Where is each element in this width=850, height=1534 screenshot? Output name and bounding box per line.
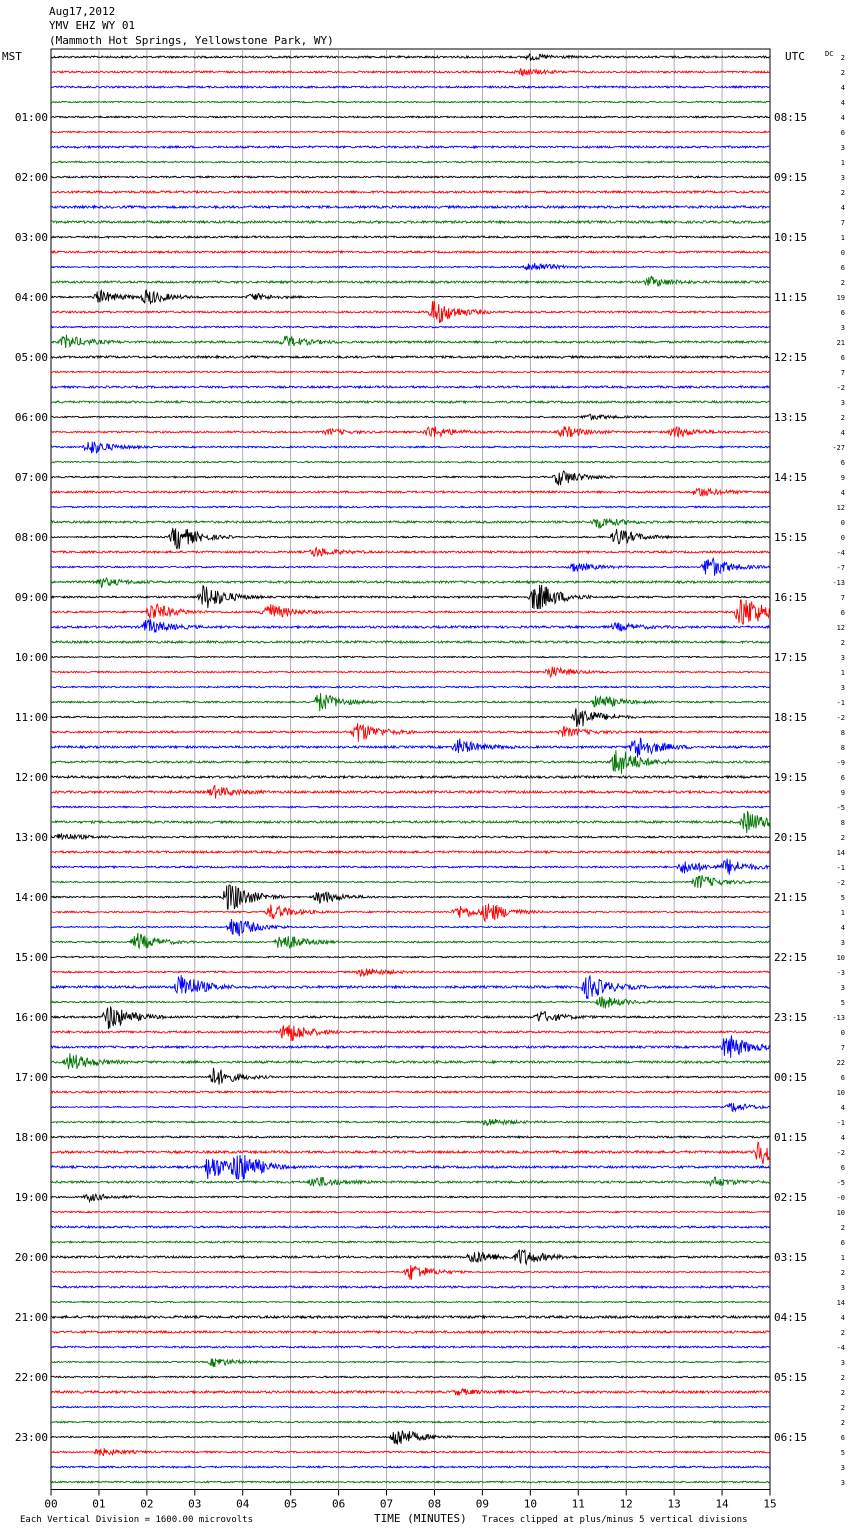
seismic-trace <box>51 667 770 677</box>
dc-offset-label: 5 <box>840 1449 845 1457</box>
seismic-trace <box>51 738 770 758</box>
seismic-trace <box>51 131 770 132</box>
seismic-trace <box>51 1025 770 1041</box>
seismic-trace <box>51 356 770 358</box>
mst-hour-label: 05:00 <box>14 351 48 364</box>
seismic-trace <box>51 1103 770 1111</box>
seismic-trace <box>51 548 770 557</box>
dc-offset-label: 6 <box>840 309 845 317</box>
x-tick-label: 07 <box>379 1497 394 1511</box>
seismic-trace <box>51 68 770 76</box>
mst-hour-label: 14:00 <box>14 891 48 904</box>
seismic-trace <box>51 1421 770 1423</box>
utc-hour-label: 13:15 <box>774 411 808 424</box>
dc-offset-label: -1 <box>836 699 845 707</box>
x-tick-label: 00 <box>44 1497 58 1511</box>
dc-offset-label: -4 <box>836 1344 845 1352</box>
seismic-trace <box>51 461 770 463</box>
seismic-trace <box>51 251 770 253</box>
seismic-trace <box>51 919 770 936</box>
x-tick-label: 04 <box>236 1497 250 1511</box>
dc-offset-label: 6 <box>840 1164 845 1172</box>
seismic-trace <box>51 996 770 1008</box>
dc-offset-label: 3 <box>840 684 845 692</box>
seismic-trace <box>51 1346 770 1348</box>
x-tick-label: 06 <box>331 1497 346 1511</box>
dc-offset-label: -2 <box>836 714 845 722</box>
x-tick-label: 11 <box>571 1497 585 1511</box>
dc-offset-label: -3 <box>836 969 845 977</box>
dc-offset-label: 6 <box>840 609 845 617</box>
seismic-trace <box>51 1006 770 1029</box>
seismic-trace <box>51 806 770 808</box>
dc-offset-label: 2 <box>840 414 845 422</box>
seismic-trace <box>51 969 770 977</box>
dc-offset-label: 1 <box>840 669 845 677</box>
dc-offset-label: 4 <box>840 99 845 107</box>
seismic-trace <box>51 1481 770 1483</box>
mst-hour-label: 19:00 <box>14 1191 48 1204</box>
x-tick-label: 12 <box>619 1497 633 1511</box>
seismic-trace <box>51 276 770 286</box>
dc-offset-label: 3 <box>840 984 845 992</box>
seismic-trace <box>51 656 770 657</box>
seismic-trace <box>51 1406 770 1407</box>
seismic-trace <box>51 426 770 437</box>
seismic-trace <box>51 1155 770 1179</box>
seismic-trace <box>51 776 770 778</box>
dc-offset-label: 4 <box>840 924 845 932</box>
dc-offset-label: 2 <box>840 279 845 287</box>
dc-offset-label: 5 <box>840 999 845 1007</box>
dc-offset-label: -13 <box>832 1014 845 1022</box>
dc-header: DC <box>825 50 834 58</box>
dc-offset-label: 3 <box>840 1479 845 1487</box>
utc-hour-label: 16:15 <box>774 591 808 604</box>
utc-hour-label: 02:15 <box>774 1191 808 1204</box>
dc-offset-label: 1 <box>840 159 845 167</box>
seismic-trace <box>51 956 770 957</box>
seismic-trace <box>51 1448 770 1456</box>
seismic-trace <box>51 86 770 88</box>
dc-offset-label: 7 <box>840 369 845 377</box>
seismic-trace <box>51 371 770 373</box>
seismic-trace <box>51 708 770 726</box>
dc-offset-label: 0 <box>840 519 845 527</box>
dc-offset-label: 7 <box>840 594 845 602</box>
seismic-trace <box>51 53 770 60</box>
dc-offset-label: 2 <box>840 1269 845 1277</box>
seismic-trace <box>51 834 770 840</box>
x-tick-label: 15 <box>763 1497 777 1511</box>
utc-hour-label: 15:15 <box>774 531 808 544</box>
seismic-trace <box>51 176 770 178</box>
utc-hour-label: 10:15 <box>774 231 808 244</box>
mst-hour-label: 13:00 <box>14 831 48 844</box>
seismic-trace <box>51 1136 770 1138</box>
dc-offset-label: 8 <box>840 729 845 737</box>
station-location: (Mammoth Hot Springs, Yellowstone Park, WY) <box>49 34 334 47</box>
dc-offset-label: -1 <box>836 864 845 872</box>
seismic-trace <box>51 1142 770 1164</box>
mst-hour-label: 16:00 <box>14 1011 48 1024</box>
dc-offset-label: -5 <box>836 804 845 812</box>
dc-offset-label: 3 <box>840 1284 845 1292</box>
dc-offset-label: 0 <box>840 249 845 257</box>
seismic-trace <box>51 1035 770 1058</box>
seismic-trace <box>51 785 770 798</box>
seismic-trace <box>51 326 770 328</box>
seismic-trace <box>51 1389 770 1396</box>
utc-hour-label: 19:15 <box>774 771 808 784</box>
seismic-trace <box>51 101 770 102</box>
dc-offset-label: 9 <box>840 789 845 797</box>
seismic-trace <box>51 191 770 193</box>
seismic-trace <box>51 875 770 888</box>
x-tick-label: 08 <box>427 1497 442 1511</box>
mst-hour-label: 02:00 <box>14 171 48 184</box>
dc-offset-label: 6 <box>840 129 845 137</box>
dc-offset-label: 12 <box>836 504 845 512</box>
utc-hour-label: 22:15 <box>774 951 808 964</box>
utc-hour-label: 11:15 <box>774 291 808 304</box>
dc-offset-label: 2 <box>840 1374 845 1382</box>
dc-offset-label: 3 <box>840 399 845 407</box>
dc-offset-label: 21 <box>836 339 845 347</box>
dc-offset-label: 0 <box>840 1029 845 1037</box>
seismic-trace <box>51 116 770 118</box>
seismic-trace <box>51 263 770 270</box>
mst-hour-label: 04:00 <box>14 291 48 304</box>
mst-hour-label: 23:00 <box>14 1431 48 1444</box>
seismic-trace <box>51 811 770 833</box>
dc-offset-label: -0 <box>836 1194 845 1202</box>
utc-hour-label: 00:15 <box>774 1071 808 1084</box>
dc-offset-label: 2 <box>840 189 845 197</box>
utc-hour-label: 01:15 <box>774 1131 808 1144</box>
seismic-trace <box>51 401 770 403</box>
seismic-trace <box>51 1316 770 1318</box>
dc-offset-label: 6 <box>840 264 845 272</box>
seismic-trace <box>51 1226 770 1228</box>
dc-offset-label: -2 <box>836 384 845 392</box>
seismic-trace <box>51 221 770 223</box>
seismic-trace <box>51 558 770 575</box>
seismic-trace <box>51 506 770 508</box>
dc-offset-label: 1 <box>840 1254 845 1262</box>
mst-hour-label: 11:00 <box>14 711 48 724</box>
mst-hour-label: 18:00 <box>14 1131 48 1144</box>
utc-hour-label: 09:15 <box>774 171 808 184</box>
seismic-trace <box>51 1241 770 1243</box>
seismic-trace <box>51 578 770 587</box>
dc-offset-label: -9 <box>836 759 845 767</box>
mst-hour-label: 10:00 <box>14 651 48 664</box>
seismic-trace <box>51 1331 770 1333</box>
utc-hour-label: 20:15 <box>774 831 808 844</box>
plot-date: Aug17,2012 <box>49 5 116 18</box>
mst-hour-label: 22:00 <box>14 1371 48 1384</box>
seismic-trace <box>51 904 770 921</box>
mst-hour-label: 20:00 <box>14 1251 48 1264</box>
dc-offset-label: 1 <box>840 234 845 242</box>
seismic-trace <box>51 851 770 853</box>
seismic-trace <box>51 1177 770 1186</box>
dc-offset-label: -2 <box>836 879 845 887</box>
clip-note: Traces clipped at plus/minus 5 vertical divisions <box>482 1515 748 1525</box>
mst-hour-label: 17:00 <box>14 1071 48 1084</box>
mst-hour-label: 15:00 <box>14 951 48 964</box>
dc-offset-label: 3 <box>840 174 845 182</box>
station-code: YMV EHZ WY 01 <box>49 19 136 32</box>
dc-offset-label: 6 <box>840 1074 845 1082</box>
seismic-trace <box>51 161 770 163</box>
mst-hour-label: 03:00 <box>14 231 48 244</box>
seismic-trace <box>51 933 770 948</box>
utc-hour-label: 17:15 <box>774 651 808 664</box>
seismic-trace <box>51 290 770 305</box>
mst-hour-label: 21:00 <box>14 1311 48 1324</box>
dc-offset-label: -27 <box>832 444 845 452</box>
dc-offset-label: 6 <box>840 1239 845 1247</box>
dc-offset-label: 3 <box>840 1359 845 1367</box>
seismic-trace <box>51 414 770 420</box>
utc-axis-label: UTC <box>785 50 805 63</box>
x-tick-label: 09 <box>475 1497 490 1511</box>
dc-offset-label: 7 <box>840 1044 845 1052</box>
seismic-trace <box>51 975 770 999</box>
seismic-trace <box>51 386 770 388</box>
seismic-trace <box>51 1091 770 1093</box>
seismic-trace <box>51 686 770 688</box>
seismic-trace <box>51 1250 770 1265</box>
mst-hour-label: 09:00 <box>14 591 48 604</box>
seismic-trace <box>51 335 770 348</box>
x-tick-label: 03 <box>188 1497 202 1511</box>
dc-offset-label: 2 <box>840 639 845 647</box>
dc-offset-label: 9 <box>840 474 845 482</box>
x-tick-label: 05 <box>284 1497 298 1511</box>
dc-offset-label: -2 <box>836 1149 845 1157</box>
seismic-trace <box>51 1376 770 1378</box>
utc-hour-label: 06:15 <box>774 1431 808 1444</box>
x-axis-title: TIME (MINUTES) <box>374 1512 467 1525</box>
dc-offset-label: 4 <box>840 1104 845 1112</box>
seismic-trace <box>51 723 770 742</box>
seismic-trace <box>51 1119 770 1126</box>
seismic-trace <box>51 1068 770 1085</box>
dc-offset-label: 3 <box>840 939 845 947</box>
dc-offset-label: 2 <box>840 1389 845 1397</box>
dc-offset-label: 2 <box>840 69 845 77</box>
seismic-trace <box>51 1359 770 1368</box>
dc-offset-label: 14 <box>836 1299 845 1307</box>
dc-offset-label: 10 <box>836 954 845 962</box>
dc-offset-label: -1 <box>836 1119 845 1127</box>
dc-offset-label: 3 <box>840 324 845 332</box>
dc-offset-label: -13 <box>832 579 845 587</box>
dc-offset-label: 4 <box>840 489 845 497</box>
dc-offset-label: 2 <box>840 1224 845 1232</box>
dc-offset-label: -4 <box>836 549 845 557</box>
dc-offset-label: 19 <box>836 294 845 302</box>
dc-offset-label: 2 <box>840 1329 845 1337</box>
dc-offset-label: 6 <box>840 459 845 467</box>
dc-offset-label: 5 <box>840 894 845 902</box>
utc-hour-label: 04:15 <box>774 1311 808 1324</box>
dc-offset-label: 2 <box>840 1404 845 1412</box>
dc-offset-label: 3 <box>840 654 845 662</box>
x-tick-label: 10 <box>523 1497 537 1511</box>
dc-offset-label: 8 <box>840 744 845 752</box>
dc-offset-label: 6 <box>840 354 845 362</box>
x-tick-label: 01 <box>92 1497 106 1511</box>
utc-hour-label: 18:15 <box>774 711 808 724</box>
mst-hour-label: 12:00 <box>14 771 48 784</box>
seismic-trace <box>51 1301 770 1302</box>
dc-offset-label: 10 <box>836 1089 845 1097</box>
dc-offset-label: 10 <box>836 1209 845 1217</box>
seismic-trace <box>51 236 770 238</box>
seismic-trace <box>51 1053 770 1069</box>
dc-offset-label: 3 <box>840 144 845 152</box>
seismic-trace <box>51 488 770 496</box>
dc-offset-label: 4 <box>840 114 845 122</box>
dc-offset-label: 6 <box>840 774 845 782</box>
dc-offset-label: 6 <box>840 1434 845 1442</box>
seismic-trace <box>51 442 770 454</box>
utc-hour-label: 21:15 <box>774 891 808 904</box>
x-tick-label: 13 <box>667 1497 681 1511</box>
dc-offset-label: 3 <box>840 1464 845 1472</box>
seismic-trace <box>51 859 770 875</box>
seismic-trace <box>51 1211 770 1212</box>
seismic-trace <box>51 1431 770 1445</box>
dc-offset-label: 4 <box>840 1134 845 1142</box>
dc-offset-label: 0 <box>840 534 845 542</box>
dc-offset-label: 2 <box>840 834 845 842</box>
seismic-trace <box>51 528 770 549</box>
seismic-trace <box>51 1466 770 1468</box>
seismic-trace <box>51 519 770 529</box>
x-tick-label: 02 <box>140 1497 154 1511</box>
seismic-trace <box>51 1194 770 1201</box>
utc-hour-label: 14:15 <box>774 471 808 484</box>
seismic-trace <box>51 301 770 323</box>
seismic-trace <box>51 146 770 148</box>
mst-hour-label: 08:00 <box>14 531 48 544</box>
seismic-trace <box>51 585 770 609</box>
dc-offset-label: 1 <box>840 909 845 917</box>
mst-axis-label: MST <box>2 50 22 63</box>
mst-hour-label: 01:00 <box>14 111 48 124</box>
seismic-trace <box>51 619 770 632</box>
dc-offset-label: 2 <box>840 1419 845 1427</box>
seismic-trace <box>51 206 770 208</box>
dc-offset-label: 2 <box>840 54 845 62</box>
seismic-trace <box>51 641 770 643</box>
mst-hour-label: 07:00 <box>14 471 48 484</box>
dc-offset-label: 8 <box>840 819 845 827</box>
seismic-trace <box>51 1286 770 1288</box>
seismic-trace <box>51 1265 770 1280</box>
utc-hour-label: 03:15 <box>774 1251 808 1264</box>
dc-offset-label: -7 <box>836 564 845 572</box>
dc-offset-label: 12 <box>836 624 845 632</box>
dc-offset-label: 4 <box>840 429 845 437</box>
dc-offset-label: 7 <box>840 219 845 227</box>
utc-hour-label: 08:15 <box>774 111 808 124</box>
utc-hour-label: 23:15 <box>774 1011 808 1024</box>
mst-hour-label: 06:00 <box>14 411 48 424</box>
seismic-trace <box>51 693 770 711</box>
utc-hour-label: 12:15 <box>774 351 808 364</box>
scale-note: Each Vertical Division = 1600.00 microvolts <box>20 1515 253 1525</box>
dc-offset-label: -5 <box>836 1179 845 1187</box>
seismic-trace <box>51 471 770 485</box>
seismic-trace <box>51 750 770 774</box>
x-tick-label: 14 <box>715 1497 729 1511</box>
dc-offset-label: 4 <box>840 1314 845 1322</box>
dc-offset-label: 4 <box>840 204 845 212</box>
dc-offset-label: 22 <box>836 1059 845 1067</box>
utc-hour-label: 05:15 <box>774 1371 808 1384</box>
dc-offset-label: 4 <box>840 84 845 92</box>
seismic-trace <box>51 885 770 909</box>
seismic-trace <box>51 600 770 624</box>
dc-offset-label: 14 <box>836 849 845 857</box>
